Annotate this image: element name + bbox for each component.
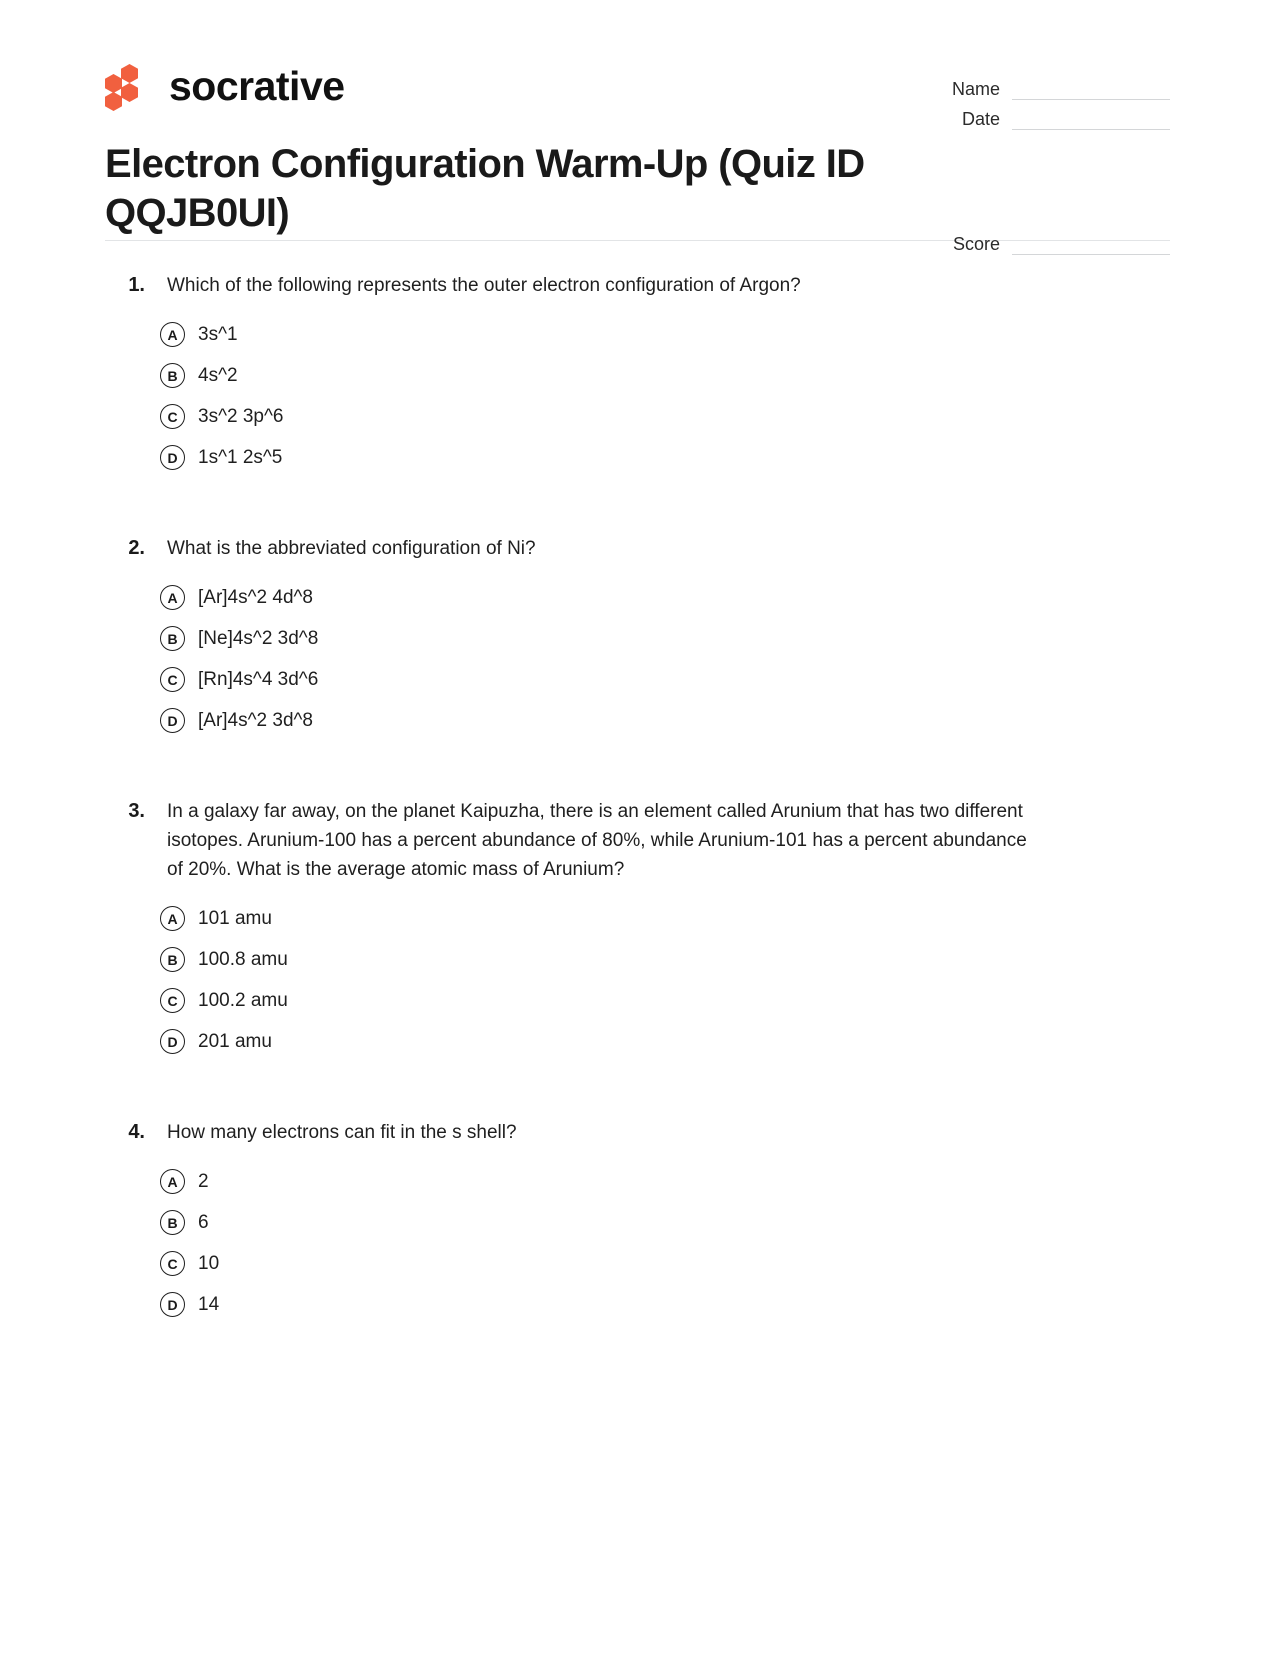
option-label: [Rn]4s^4 3d^6 bbox=[198, 668, 319, 690]
question-text: In a galaxy far away, on the planet Kaipuzha, there is an element called Arunium that has two different isotopes. Arunium-100 has a percent abundance of 80%, while Arunium-101 has a percent abundance of 20%. What is the average atomic mass of Arunium? bbox=[167, 801, 1027, 880]
option-bubble-b[interactable]: B bbox=[160, 363, 185, 388]
option-bubble-d[interactable]: D bbox=[160, 445, 185, 470]
option-label: [Ne]4s^2 3d^8 bbox=[198, 627, 319, 649]
page-title: Electron Configuration Warm-Up (Quiz ID QQJB0UI) bbox=[105, 142, 865, 235]
option-bubble-a[interactable]: A bbox=[160, 322, 185, 347]
date-field-input[interactable] bbox=[1012, 107, 1170, 130]
question-heading bbox=[105, 797, 1170, 884]
option-bubble-b[interactable]: B bbox=[160, 626, 185, 651]
option-row[interactable] bbox=[105, 898, 1170, 939]
option-label: 100.2 amu bbox=[198, 989, 288, 1011]
option-row[interactable] bbox=[105, 396, 1170, 437]
hexagon-shape bbox=[105, 74, 122, 93]
option-bubble-c[interactable]: C bbox=[160, 404, 185, 429]
option-label: 2 bbox=[198, 1170, 209, 1192]
option-bubble-a[interactable]: A bbox=[160, 906, 185, 931]
option-list bbox=[105, 314, 1170, 478]
name-field-input[interactable] bbox=[1012, 77, 1170, 100]
option-row[interactable] bbox=[105, 1202, 1170, 1243]
option-bubble-a[interactable]: A bbox=[160, 585, 185, 610]
date-field-row bbox=[910, 100, 1170, 130]
option-bubble-c[interactable]: C bbox=[160, 667, 185, 692]
option-bubble-d[interactable]: D bbox=[160, 1292, 185, 1317]
option-row[interactable] bbox=[105, 1021, 1170, 1062]
option-row[interactable] bbox=[105, 980, 1170, 1021]
hexagon-shape bbox=[121, 64, 138, 83]
option-row[interactable] bbox=[105, 1243, 1170, 1284]
option-bubble-c[interactable]: C bbox=[160, 988, 185, 1013]
name-field-label: Name bbox=[951, 79, 1000, 99]
date-field-label: Date bbox=[961, 109, 1000, 129]
option-row[interactable] bbox=[105, 1284, 1170, 1325]
option-row[interactable] bbox=[105, 618, 1170, 659]
option-bubble-b[interactable]: B bbox=[160, 947, 185, 972]
option-bubble-a[interactable]: A bbox=[160, 1169, 185, 1194]
option-row[interactable] bbox=[105, 659, 1170, 700]
option-list bbox=[105, 577, 1170, 741]
question-text: Which of the following represents the outer electron configuration of Argon? bbox=[167, 275, 801, 296]
option-label: [Ar]4s^2 4d^8 bbox=[198, 586, 314, 608]
option-row[interactable] bbox=[105, 355, 1170, 396]
student-info-fields bbox=[910, 70, 1170, 255]
question-heading bbox=[105, 1118, 1170, 1147]
option-label: 201 amu bbox=[198, 1030, 272, 1052]
question-heading bbox=[105, 534, 1170, 563]
option-bubble-d[interactable]: D bbox=[160, 708, 185, 733]
option-list bbox=[105, 1161, 1170, 1325]
socrative-hexagon-logo-icon bbox=[105, 63, 151, 109]
option-label: [Ar]4s^2 3d^8 bbox=[198, 709, 314, 731]
option-label: 1s^1 2s^5 bbox=[198, 446, 283, 468]
question-heading bbox=[105, 271, 1170, 300]
hexagon-shape bbox=[121, 83, 138, 102]
question-text: How many electrons can fit in the s shell? bbox=[167, 1122, 517, 1143]
option-row[interactable] bbox=[105, 700, 1170, 741]
question-item bbox=[105, 534, 1170, 741]
option-row[interactable] bbox=[105, 577, 1170, 618]
page-header bbox=[0, 0, 1275, 254]
option-label: 100.8 amu bbox=[198, 948, 288, 970]
option-label: 3s^1 bbox=[198, 323, 238, 345]
option-label: 3s^2 3p^6 bbox=[198, 405, 284, 427]
question-list bbox=[0, 241, 1275, 1325]
question-item bbox=[105, 797, 1170, 1062]
option-bubble-b[interactable]: B bbox=[160, 1210, 185, 1235]
option-bubble-d[interactable]: D bbox=[160, 1029, 185, 1054]
option-row[interactable] bbox=[105, 1161, 1170, 1202]
hexagon-shape bbox=[105, 92, 122, 111]
option-label: 10 bbox=[198, 1252, 220, 1274]
option-row[interactable] bbox=[105, 314, 1170, 355]
option-list bbox=[105, 898, 1170, 1062]
question-number: 1. bbox=[128, 274, 145, 296]
score-field-row bbox=[910, 225, 1170, 255]
option-label: 14 bbox=[198, 1293, 220, 1315]
option-row[interactable] bbox=[105, 437, 1170, 478]
question-item bbox=[105, 1118, 1170, 1325]
option-bubble-c[interactable]: C bbox=[160, 1251, 185, 1276]
score-field-label: Score bbox=[952, 234, 1000, 254]
brand-wordmark: socrative bbox=[169, 62, 345, 109]
question-number: 2. bbox=[128, 537, 145, 559]
question-number: 3. bbox=[128, 800, 145, 822]
score-field-input[interactable] bbox=[1012, 232, 1170, 255]
name-field-row bbox=[910, 70, 1170, 100]
option-label: 4s^2 bbox=[198, 364, 238, 386]
option-row[interactable] bbox=[105, 939, 1170, 980]
option-label: 6 bbox=[198, 1211, 209, 1233]
question-text: What is the abbreviated configuration of Ni? bbox=[167, 538, 536, 559]
question-item bbox=[105, 271, 1170, 478]
question-number: 4. bbox=[128, 1121, 145, 1143]
option-label: 101 amu bbox=[198, 907, 272, 929]
